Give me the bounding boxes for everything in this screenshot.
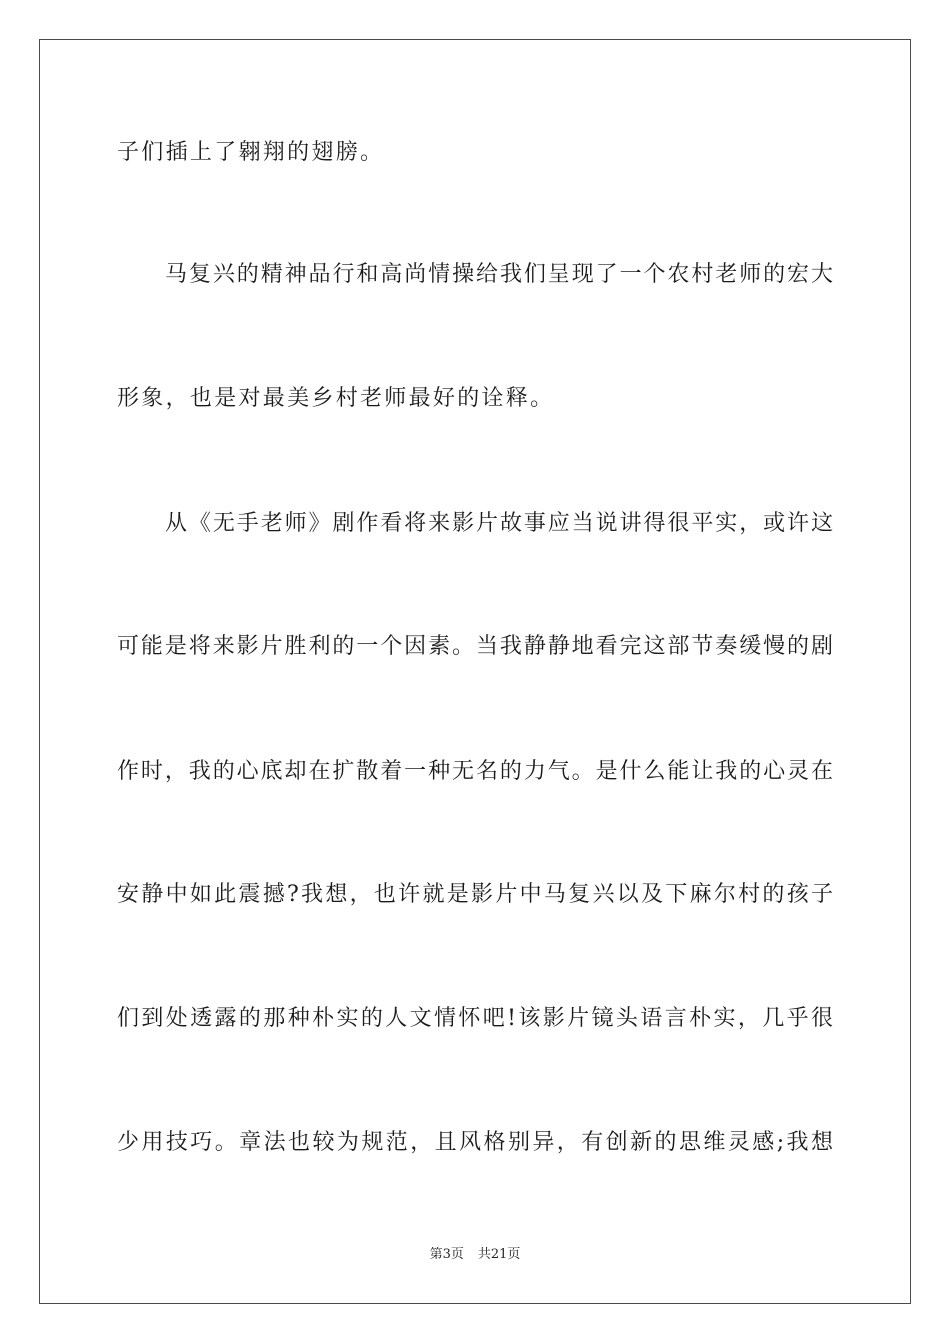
page-frame [39, 39, 911, 1304]
paragraph-line: 从《无手老师》剧作看将来影片故事应当说讲得很平实，或许这 [165, 511, 833, 536]
paragraph-line: 少用技巧。章法也较为规范，且风格别异，有创新的思维灵感;我想 [117, 1130, 833, 1155]
page-number: 第3页 [429, 1247, 464, 1262]
paragraph-line: 形象，也是对最美乡村老师最好的诠释。 [117, 386, 555, 411]
paragraph-line: 们到处透露的那种朴实的人文情怀吧!该影片镜头语言朴实，几乎很 [117, 1006, 833, 1031]
page-total: 共21页 [477, 1247, 521, 1262]
page-footer [0, 1246, 950, 1264]
paragraph-line: 作时，我的心底却在扩散着一种无名的力气。是什么能让我的心灵在 [117, 759, 833, 784]
paragraph-line: 安静中如此震撼?我想，也许就是影片中马复兴以及下麻尔村的孩子 [117, 882, 833, 907]
paragraph-line: 可能是将来影片胜利的一个因素。当我静静地看完这部节奏缓慢的剧 [117, 634, 833, 659]
paragraph-line: 马复兴的精神品行和高尚情操给我们呈现了一个农村老师的宏大 [165, 262, 833, 287]
paragraph-line: 子们插上了翱翔的翅膀。 [117, 140, 385, 165]
